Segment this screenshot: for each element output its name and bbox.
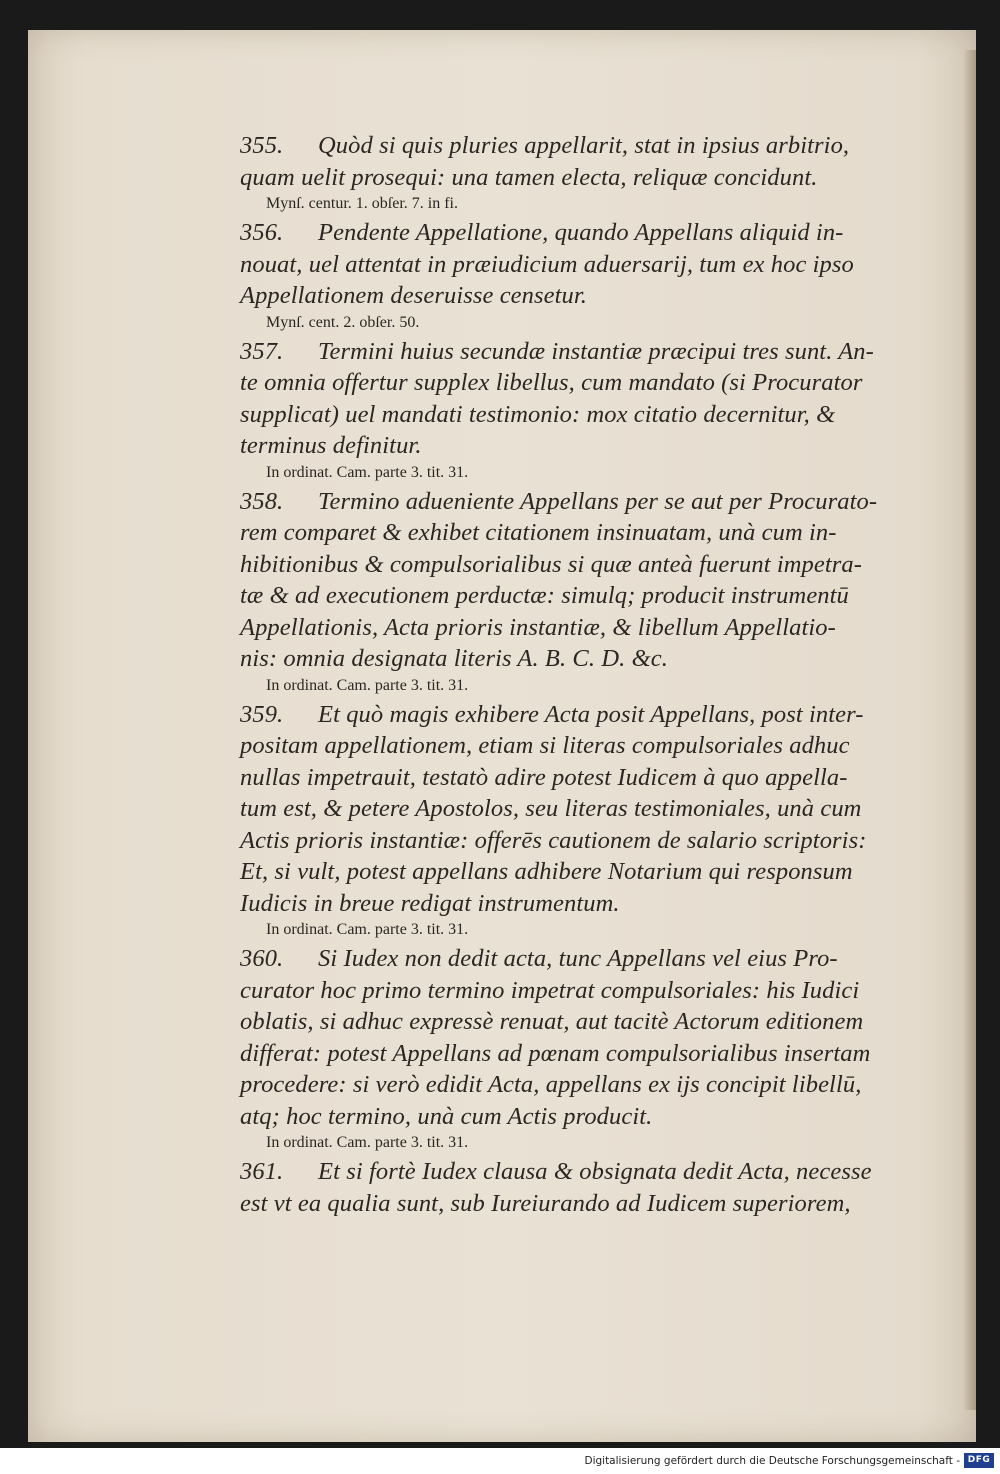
line-text: Quòd si quis pluries appellarit, stat in ipsius arbitrio, — [318, 132, 850, 159]
entry-358 — [240, 486, 940, 697]
text-line — [240, 1038, 940, 1070]
text-line — [240, 399, 940, 431]
citation: In ordinat. Cam. parte 3. tit. 31. — [266, 463, 469, 481]
entry-361 — [240, 1156, 940, 1219]
entry-number: 355. — [240, 132, 284, 159]
entry-356 — [240, 217, 940, 334]
text-line — [240, 730, 940, 762]
citation: In ordinat. Cam. parte 3. tit. 31. — [266, 921, 469, 938]
entry-number: 360. — [240, 945, 284, 972]
text-line — [240, 943, 940, 975]
entry-number: 361. — [240, 1158, 284, 1185]
text-line — [240, 336, 940, 368]
text-line — [240, 975, 940, 1007]
citation: Mynſ. cent. 2. obſer. 50. — [266, 313, 420, 331]
text-line — [240, 217, 940, 249]
dfg-logo-icon: DFG — [964, 1453, 994, 1468]
text-line — [240, 612, 940, 644]
text-line — [240, 486, 940, 518]
text-line — [240, 643, 940, 675]
line-text: Iudicis in breue redigat instrumentum. — [240, 889, 620, 917]
line-text: Actis prioris instantiæ: offerēs cautionem de salario scriptoris: — [240, 826, 867, 854]
page-text — [240, 130, 940, 1219]
line-text: Termini huius secundæ instantiæ præcipui tres sunt. An- — [318, 337, 874, 365]
line-text: tæ & ad executionem perductæ: simulq; producit instrumentū — [240, 582, 849, 609]
line-text: nullas impetrauit, testatò adire potest Iudicem à quo appella- — [240, 763, 848, 791]
line-text: hibitionibus & compulsorialibus si quæ anteà fuerunt impetra- — [240, 550, 863, 578]
text-line — [240, 549, 940, 581]
entry-360 — [240, 943, 940, 1154]
line-text: procedere: si verò edidit Acta, appellans ex ijs concipit libellū, — [240, 1071, 862, 1098]
entry-357 — [240, 336, 940, 484]
line-text: atq; hoc termino, unà cum Actis producit. — [240, 1102, 653, 1130]
entry-359 — [240, 699, 940, 942]
text-line — [240, 517, 940, 549]
line-text: tum est, & petere Apostolos, seu literas testimoniales, unà cum — [240, 795, 862, 822]
text-line — [240, 130, 940, 162]
text-line — [240, 249, 940, 281]
footer-bar — [0, 1448, 1000, 1474]
page-edge — [962, 50, 976, 1410]
text-line — [240, 1069, 940, 1101]
line-text: Et, si vult, potest appellans adhibere Notarium qui responsum — [240, 858, 853, 885]
text-line — [240, 793, 940, 825]
entry-number: 359. — [240, 700, 284, 728]
line-text: quam uelit prosequi: una tamen electa, reliquæ concidunt. — [240, 163, 818, 191]
text-line — [240, 825, 940, 857]
line-text: Et si fortè Iudex clausa & obsignata dedit Acta, necesse — [318, 1158, 872, 1185]
citation: Mynſ. centur. 1. obſer. 7. in fi. — [266, 195, 458, 212]
line-text: rem comparet & exhibet citationem insinuatam, unà cum in- — [240, 519, 837, 546]
text-line — [240, 430, 940, 462]
text-line — [240, 280, 940, 312]
text-line — [240, 367, 940, 399]
line-text: est vt ea qualia sunt, sub Iureiurando ad Iudicem superiorem, — [240, 1189, 851, 1217]
entry-355 — [240, 130, 940, 215]
text-line — [240, 1188, 940, 1220]
text-line — [240, 1156, 940, 1188]
text-line — [240, 1101, 940, 1133]
line-text: te omnia offertur supplex libellus, cum mandato (si Procurator — [240, 369, 863, 396]
citation: In ordinat. Cam. parte 3. tit. 31. — [266, 1134, 469, 1151]
entry-number: 356. — [240, 219, 284, 246]
line-text: nouat, uel attentat in præiudicium aduersarij, tum ex hoc ipso — [240, 250, 854, 278]
text-line — [240, 856, 940, 888]
text-line — [240, 888, 940, 920]
line-text: Appellationem deseruisse censetur. — [240, 282, 588, 309]
funding-credit: Digitalisierung gefördert durch die Deutsche Forschungsgemeinschaft - — [584, 1455, 960, 1467]
line-text: Termino adueniente Appellans per se aut per Procurato- — [318, 487, 878, 515]
line-text: terminus definitur. — [240, 432, 422, 459]
citation: In ordinat. Cam. parte 3. tit. 31. — [266, 676, 469, 694]
text-line — [240, 1006, 940, 1038]
text-line — [240, 762, 940, 794]
line-text: differat: potest Appellans ad pœnam compulsorialibus insertam — [240, 1039, 871, 1067]
line-text: Et quò magis exhibere Acta posit Appellans, post inter- — [318, 700, 864, 728]
text-line — [240, 699, 940, 731]
line-text: Si Iudex non dedit acta, tunc Appellans vel eius Pro- — [318, 945, 838, 972]
entry-number: 357. — [240, 337, 284, 365]
line-text: Pendente Appellatione, quando Appellans aliquid in- — [318, 219, 844, 246]
line-text: nis: omnia designata literis A. B. C. D. &c. — [240, 645, 668, 672]
line-text: Appellationis, Acta prioris instantiæ, & libellum Appellatio- — [240, 613, 836, 641]
text-line — [240, 162, 940, 194]
line-text: oblatis, si adhuc expressè renuat, aut tacitè Actorum editionem — [240, 1008, 864, 1035]
line-text: supplicat) uel mandati testimonio: mox citatio decernitur, & — [240, 400, 836, 428]
line-text: curator hoc primo termino impetrat compulsoriales: his Iudici — [240, 976, 860, 1004]
entry-number: 358. — [240, 487, 284, 515]
text-line — [240, 580, 940, 612]
line-text: positam appellationem, etiam si literas compulsoriales adhuc — [240, 732, 850, 759]
